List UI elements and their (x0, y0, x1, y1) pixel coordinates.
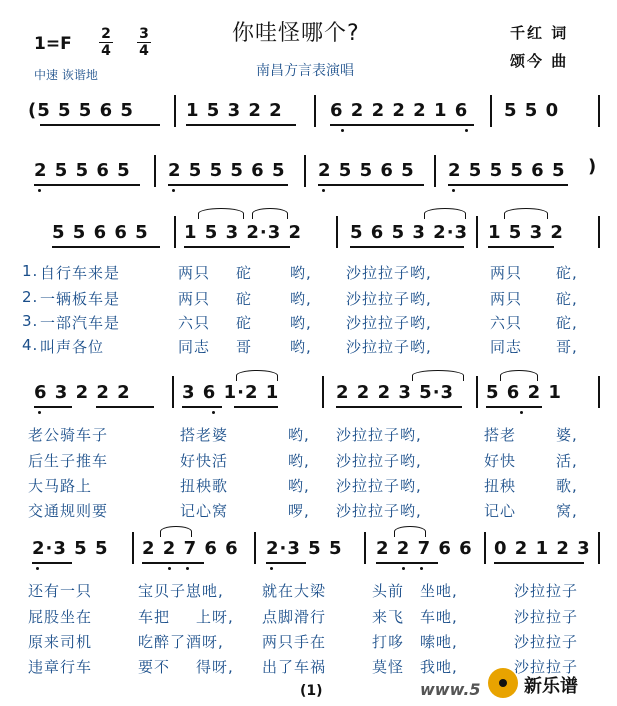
site-logo-text: 新乐谱 (524, 676, 578, 697)
barline (598, 216, 600, 248)
lyric-text: 莫怪 (372, 658, 405, 676)
barline (174, 95, 176, 127)
lyric-text: 沙拉拉子哟, (336, 452, 422, 470)
tie-slur (412, 370, 464, 381)
lyric-text: 哟, (288, 452, 310, 470)
octave-dot (420, 567, 423, 570)
measure: 6 2 2 2 2 1 6 (330, 100, 469, 121)
lyric-text: 交通规则要 (28, 502, 109, 520)
record-logo-icon (488, 668, 518, 698)
lyric-text: 要不 (138, 658, 171, 676)
lyric-text: 还有一只 (28, 582, 93, 600)
octave-dot (36, 567, 39, 570)
measure: 2 5 5 6 5 (34, 160, 131, 181)
lyric-text: 宝贝子崽吔, (138, 582, 224, 600)
beam (376, 562, 438, 564)
lyric-text: 来飞 (372, 608, 405, 626)
lyric-text: 自行车来是 (40, 264, 121, 282)
tie-slur (500, 370, 538, 381)
lyric-text: 两只手在 (262, 633, 327, 651)
measure: 5 5 0 (504, 100, 560, 121)
time-signature-3-4 (136, 26, 152, 59)
lyric-text: 哟, (288, 477, 310, 495)
barline (254, 532, 256, 564)
beam (494, 562, 584, 564)
octave-dot (38, 189, 41, 192)
lyric-text: 一部汽车是 (40, 314, 121, 332)
verse-number: 3. (22, 312, 39, 330)
octave-dot (168, 567, 171, 570)
lyric-text: 扭秧 (484, 477, 517, 495)
octave-dot (322, 189, 325, 192)
lyric-text: 沙拉拉子 (514, 633, 579, 651)
barline (336, 216, 338, 248)
lyric-text: 同志 (178, 338, 211, 356)
lyric-text: 沙拉拉子哟, (346, 264, 432, 282)
barline (322, 376, 324, 408)
measure: 2 2 2 3 5·3 (336, 382, 455, 403)
lyric-text: 砣, (556, 264, 578, 282)
octave-dot (270, 567, 273, 570)
song-title: 你哇怪哪个? (232, 21, 360, 46)
song-subtitle: 南昌方言表演唱 (256, 63, 354, 79)
lyric-text: 大马路上 (28, 477, 93, 495)
tie-slur (394, 526, 426, 537)
verse-number: 1. (22, 262, 39, 280)
lyric-text: 沙拉拉子 (514, 658, 579, 676)
beam (318, 184, 424, 186)
measure: 2·3 5 5 (32, 538, 109, 559)
beam (52, 246, 160, 248)
beam (182, 406, 222, 408)
beam (32, 562, 72, 564)
lyric-text: 窝, (556, 502, 578, 520)
measure: (5 5 5 6 5 (28, 100, 134, 121)
lyric-text: 屁股坐在 (28, 608, 93, 626)
lyric-text: 沙拉拉子哟, (346, 314, 432, 332)
lyric-text: 吃醉了酒呀, (138, 633, 224, 651)
barline (154, 155, 156, 187)
octave-dot (465, 129, 468, 132)
lyric-text: 歌, (556, 477, 578, 495)
barline (598, 532, 600, 564)
lyric-text: 两只 (178, 290, 211, 308)
beam (40, 124, 160, 126)
octave-dot (402, 567, 405, 570)
lyric-text: 嗦吔, (420, 633, 458, 651)
tie-slur (160, 526, 192, 537)
tie-slur (424, 208, 466, 219)
lyric-text: 好快 (484, 452, 517, 470)
lyric-text: 得呀, (196, 658, 234, 676)
lyric-text: 老公骑车子 (28, 426, 109, 444)
measure: 5 6 2 1 (486, 382, 562, 403)
lyric-text: 沙拉拉子 (514, 608, 579, 626)
measure: 1 5 3 2 (488, 222, 564, 243)
verse-number: 4. (22, 336, 39, 354)
beam (350, 246, 464, 248)
lyric-text: 记心 (484, 502, 517, 520)
lyric-text: 六只 (178, 314, 211, 332)
lyricist-credit: 千红 词 (510, 24, 569, 42)
lyric-text: 违章行车 (28, 658, 93, 676)
lyric-text: 沙拉拉子哟, (346, 290, 432, 308)
measure: 1 5 3 2·3 2 (184, 222, 303, 243)
tie-slur (198, 208, 244, 219)
tie-slur (504, 208, 548, 219)
barline (172, 376, 174, 408)
octave-dot (520, 411, 523, 414)
lyric-text: 啰, (288, 502, 310, 520)
lyric-text: 一辆板车是 (40, 290, 121, 308)
measure: 2·3 5 5 (266, 538, 343, 559)
barline (490, 95, 492, 127)
beam (34, 406, 72, 408)
measure: 0 2 1 2 3 (494, 538, 591, 559)
lyric-text: 同志 (490, 338, 523, 356)
lyric-text: 打哆 (372, 633, 405, 651)
time-sig-bottom: 4 (101, 43, 111, 59)
tempo-marking: 中速 诙谐地 (34, 68, 98, 82)
beam (486, 406, 542, 408)
measure: 2 2 7 6 6 (142, 538, 239, 559)
lyric-text: 砣, (556, 290, 578, 308)
lyric-text: 后生子推车 (28, 452, 109, 470)
beam (266, 562, 306, 564)
lyric-text: 砣 (236, 314, 253, 332)
barline (174, 216, 176, 248)
barline (598, 376, 600, 408)
measure: 1 5 3 2 2 (186, 100, 283, 121)
beam (34, 184, 140, 186)
barline (304, 155, 306, 187)
barline (476, 376, 478, 408)
lyric-text: 就在大梁 (262, 582, 327, 600)
octave-dot (212, 411, 215, 414)
measure: 2 5 5 5 6 5 (168, 160, 286, 181)
lyric-text: 沙拉拉子哟, (336, 477, 422, 495)
repeat-paren: ) (588, 156, 598, 177)
time-signature-2-4 (98, 26, 114, 59)
lyric-text: 两只 (178, 264, 211, 282)
beam (142, 562, 204, 564)
measure: 2 5 5 5 6 5 (448, 160, 566, 181)
page-number: (1) (300, 683, 323, 699)
lyric-text: 车吔, (420, 608, 458, 626)
watermark-url: www.5 (420, 680, 481, 699)
lyric-text: 沙拉拉子 (514, 582, 579, 600)
lyric-text: 哟, (290, 264, 312, 282)
beam (488, 246, 554, 248)
lyric-text: 出了车祸 (262, 658, 327, 676)
measure: 3 6 1·2 1 (182, 382, 280, 403)
beam (168, 184, 288, 186)
lyric-text: 婆, (556, 426, 578, 444)
barline (598, 95, 600, 127)
lyric-text: 记心窝 (180, 502, 229, 520)
lyric-text: 哟, (290, 338, 312, 356)
beam (186, 124, 296, 126)
lyric-text: 沙拉拉子哟, (346, 338, 432, 356)
barline (484, 532, 486, 564)
octave-dot (172, 189, 175, 192)
lyric-text: 上呀, (196, 608, 234, 626)
time-sig-top: 2 (101, 26, 111, 42)
lyric-text: 沙拉拉子哟, (336, 502, 422, 520)
beam (448, 184, 568, 186)
beam (336, 406, 462, 408)
lyric-text: 搭老婆 (180, 426, 229, 444)
lyric-text: 哟, (288, 426, 310, 444)
lyric-text: 搭老 (484, 426, 517, 444)
barline (434, 155, 436, 187)
lyric-text: 砣 (236, 290, 253, 308)
lyric-text: 哥, (556, 338, 578, 356)
time-sig-bottom: 4 (139, 43, 149, 59)
lyric-text: 砣, (556, 314, 578, 332)
key-signature: 1=F (34, 34, 72, 54)
beam (234, 406, 278, 408)
lyric-text: 点脚滑行 (262, 608, 327, 626)
verse-number: 2. (22, 288, 39, 306)
lyric-text: 活, (556, 452, 578, 470)
lyric-text: 我吔, (420, 658, 458, 676)
beam (184, 246, 290, 248)
beam (330, 124, 474, 126)
measure: 2 5 5 6 5 (318, 160, 415, 181)
lyric-text: 砣 (236, 264, 253, 282)
lyric-text: 沙拉拉子哟, (336, 426, 422, 444)
lyric-text: 两只 (490, 264, 523, 282)
lyric-text: 六只 (490, 314, 523, 332)
barline (476, 216, 478, 248)
octave-dot (38, 411, 41, 414)
lyric-text: 两只 (490, 290, 523, 308)
lyric-text: 头前 (372, 582, 405, 600)
lyric-text: 叫声各位 (40, 338, 105, 356)
octave-dot (186, 567, 189, 570)
measure: 6 3 2 2 2 (34, 382, 131, 403)
lyric-text: 扭秧歌 (180, 477, 229, 495)
tie-slur (252, 208, 288, 219)
tie-slur (236, 370, 278, 381)
lyric-text: 原来司机 (28, 633, 93, 651)
octave-dot (452, 189, 455, 192)
lyric-text: 车把 (138, 608, 171, 626)
octave-dot (341, 129, 344, 132)
lyric-text: 坐吔, (420, 582, 458, 600)
measure: 5 5 6 6 5 (52, 222, 149, 243)
time-sig-top: 3 (139, 26, 149, 42)
lyric-text: 好快活 (180, 452, 229, 470)
barline (314, 95, 316, 127)
beam (96, 406, 154, 408)
lyric-text: 哟, (290, 290, 312, 308)
measure: 5 6 5 3 2·3 (350, 222, 469, 243)
lyric-text: 哟, (290, 314, 312, 332)
barline (132, 532, 134, 564)
lyric-text: 哥 (236, 338, 253, 356)
measure: 2 2 7 6 6 (376, 538, 473, 559)
composer-credit: 颂今 曲 (510, 52, 569, 70)
barline (364, 532, 366, 564)
